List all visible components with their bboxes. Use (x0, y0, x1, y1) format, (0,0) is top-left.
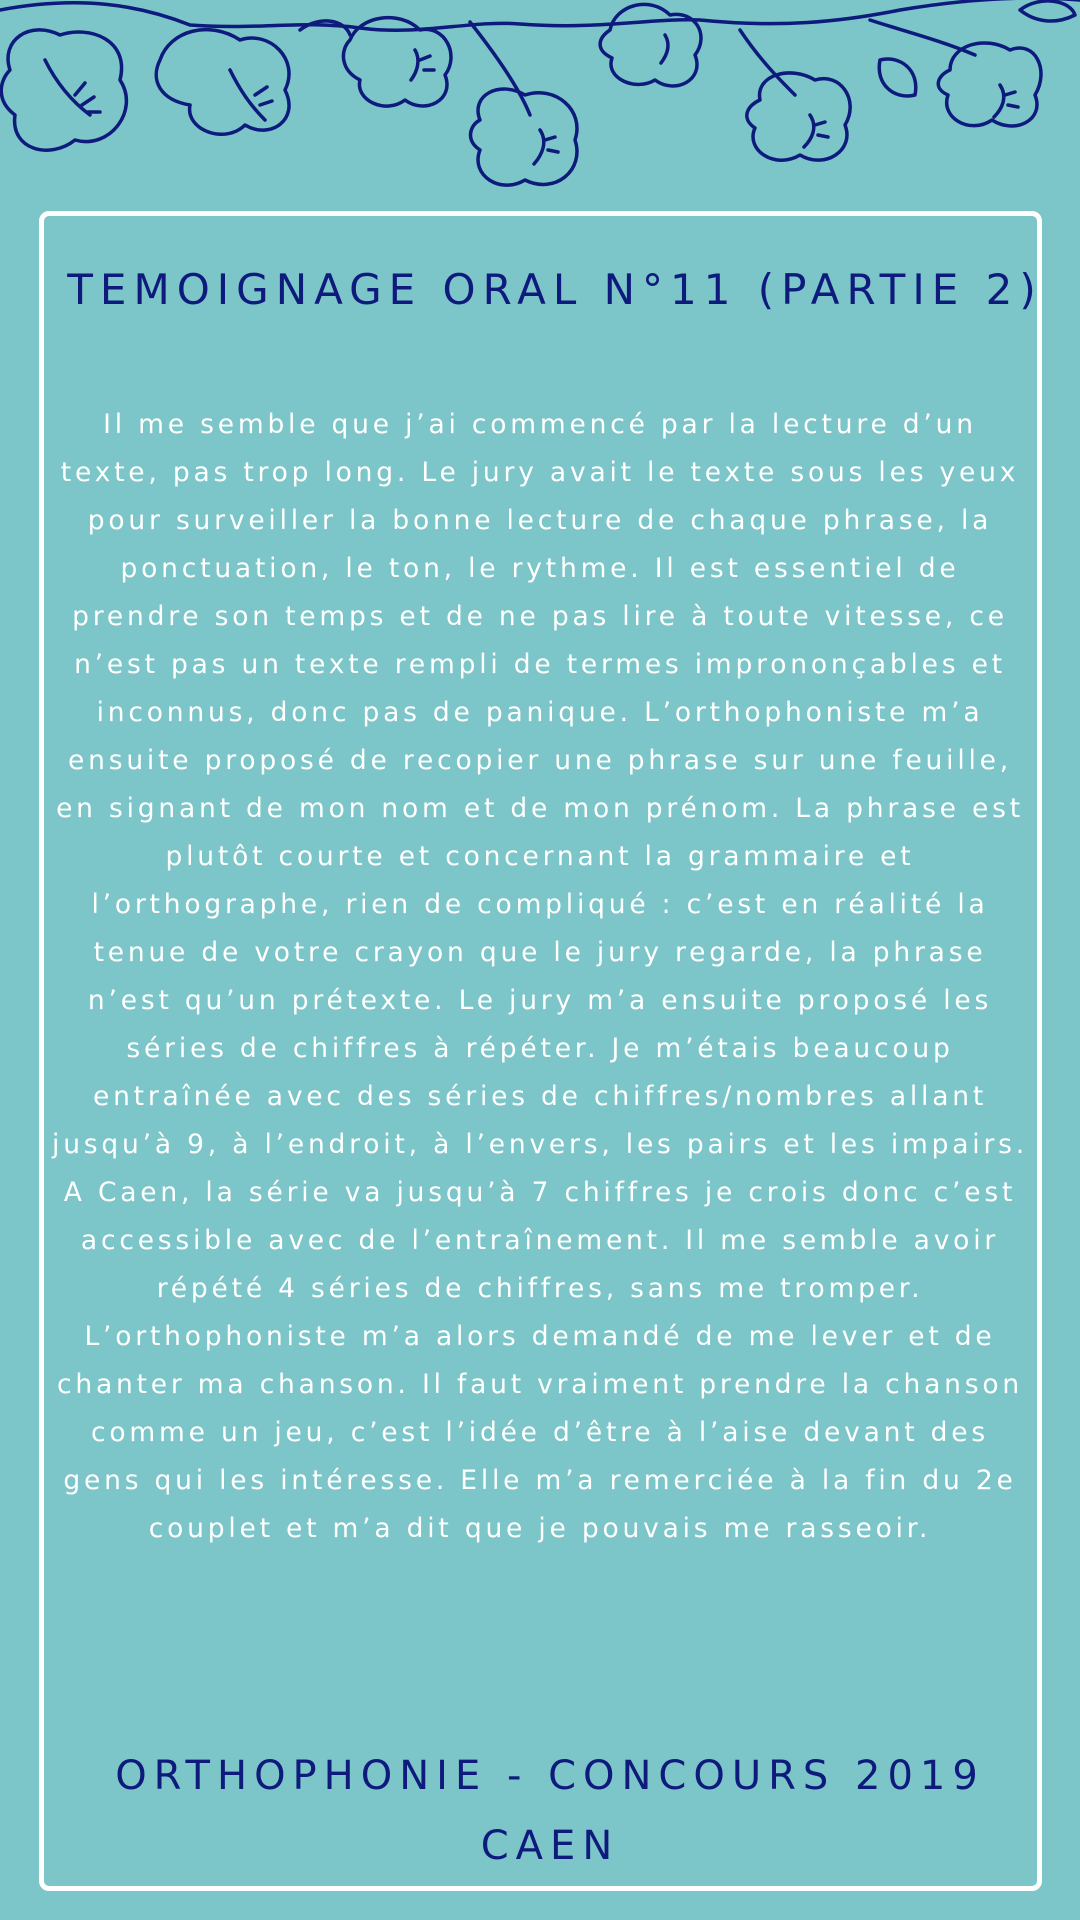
testimony-text: Il me semble que j’ai commencé par la lecture d’un texte, pas trop long. Le jury avait le texte sous les yeux pour surveiller la bonne lecture de chaque phrase, la ponctuation, le ton, le rythme. Il est essentiel de prendre son temps et de ne pas lire à toute vitesse, ce n’est pas un texte rempli de termes imprononçables et inconnus, donc pas de panique. L’orthophoniste m’a ensuite proposé de recopier une phrase sur une feuille, en signant de mon nom et de mon prénom. La phrase est plutôt courte et concernant la grammaire et l’orthographe, rien de compliqué : c’est en réalité la tenue de votre crayon que le jury regarde, la phrase n’est qu’un prétexte. Le jury m’a ensuite proposé les séries de chiffres à répéter. Je m’étais beaucoup entraînée avec des séries de chiffres/nombres allant jusqu’à 9, à l’endroit, à l’envers, les pairs et les impairs. A Caen, la série va jusqu’à 7 chiffres je crois donc c’est accessible avec de l’entraînement. Il me semble avoir répété 4 séries de chiffres, sans me tromper. L’orthophoniste m’a alors demandé de me lever et de chanter ma chanson. Il faut vraiment prendre la chanson comme un jeu, c’est l’idée d’être à l’aise devant des gens qui les intéresse. Elle m’a remerciée à la fin du 2e couplet et m’a dit que je pouvais me rasseoir. (52, 409, 1028, 1544)
footer-caption (80, 1741, 1020, 1881)
footer-line-1: ORTHOPHONIE - CONCOURS 2019 (115, 1753, 985, 1799)
footer-line-2: CAEN (480, 1823, 620, 1869)
page-title: TEMOIGNAGE ORAL N°11 (PARTIE 2) (67, 265, 1043, 314)
floral-garland-icon (0, 0, 1080, 200)
